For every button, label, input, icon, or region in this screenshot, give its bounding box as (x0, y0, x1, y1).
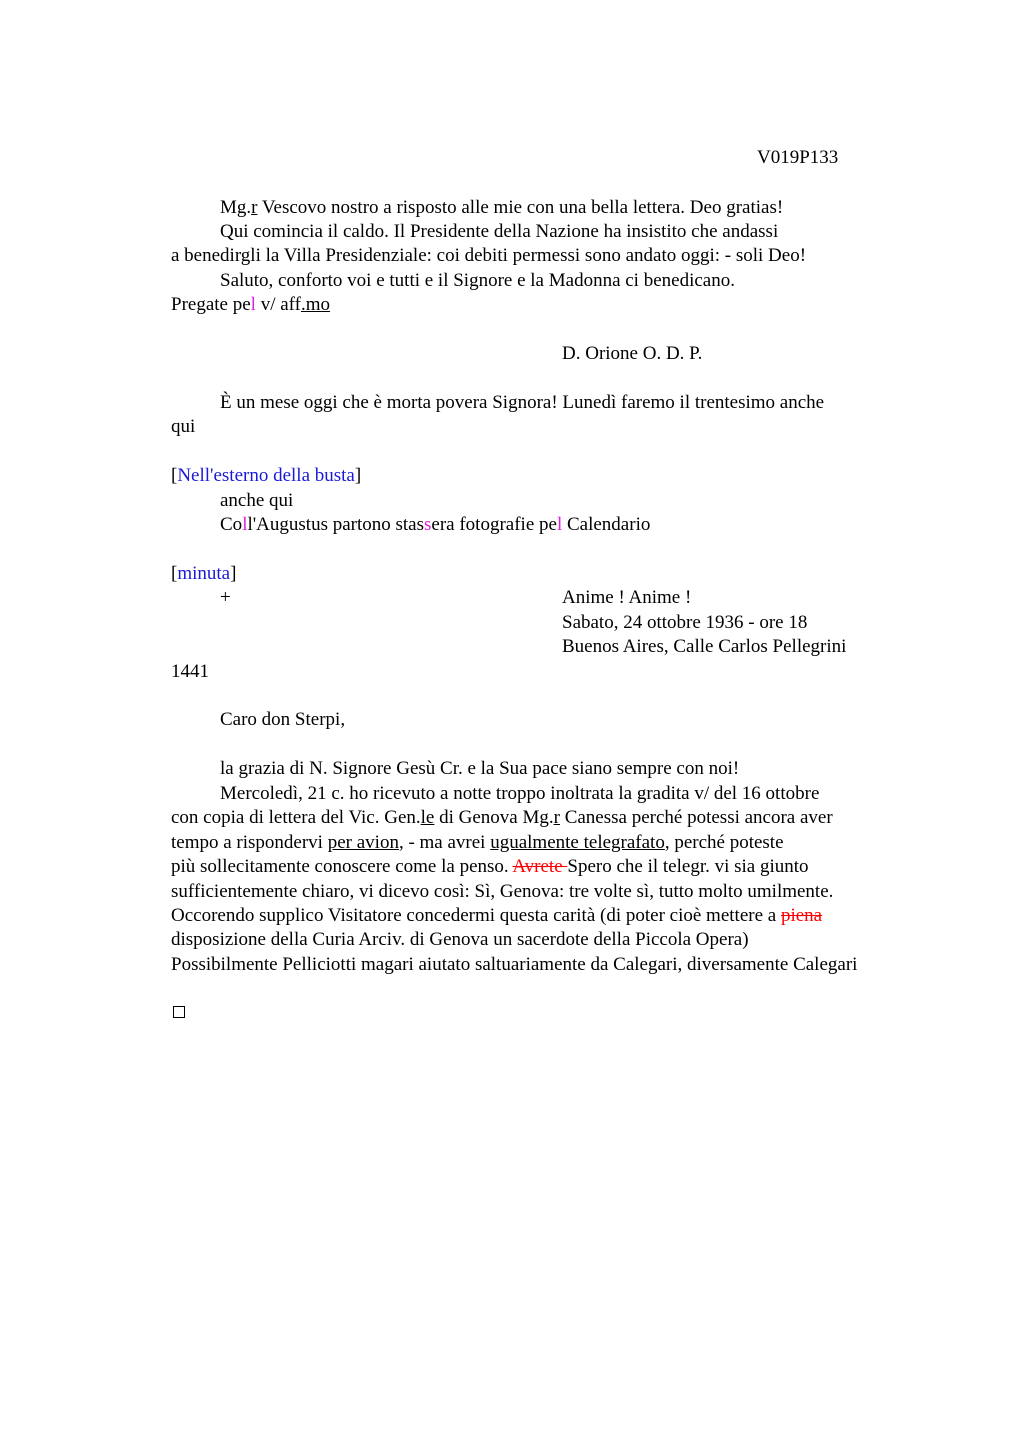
body-line-7 (171, 904, 822, 928)
insertion-mark: l (250, 294, 256, 315)
bracket: [ (171, 563, 178, 584)
text-run: Mg. (220, 197, 252, 218)
underlined-text: r (553, 807, 560, 828)
body-line-4 (171, 831, 784, 855)
salutation: Caro don Sterpi, (220, 709, 346, 730)
text-run: l'Augustus partono stas (247, 514, 424, 535)
underlined-text: per avion (327, 832, 399, 853)
insertion-mark: s (424, 514, 432, 535)
body-line-9: Possibilmente Pelliciotti magari aiutato saltuariamente da Calegari, diversamente Calegari (171, 954, 858, 975)
text-run: più sollecitamente conoscere come la penso. (171, 856, 513, 877)
text-run: v/ aff (255, 294, 301, 315)
postscript-cont: qui (171, 416, 196, 437)
document-id: V019P133 (757, 147, 839, 168)
underlined-text: r (251, 197, 258, 218)
letter-paragraph-3: Saluto, conforto voi e tutti e il Signore e la Madonna ci benedicano. (220, 270, 735, 291)
editorial-label: Nell'esterno della busta (177, 465, 355, 486)
text-run: , - ma avrei (398, 832, 491, 853)
text-run: Canessa perché potessi ancora aver (559, 807, 833, 828)
text-run: di Genova Mg. (434, 807, 554, 828)
text-run: Spero che il telegr. vi sia giunto (567, 856, 809, 877)
body-line-2: Mercoledì, 21 c. ho ricevuto a notte troppo inoltrata la gradita v/ del 16 ottobre (220, 783, 820, 804)
underlined-text: le (420, 807, 435, 828)
deleted-text: Avrete (512, 856, 568, 877)
header-line-1: Anime ! Anime ! (562, 587, 692, 608)
letter-paragraph-1 (220, 196, 783, 220)
letter-closing (171, 293, 330, 317)
underlined-text: ugualmente telegrafato (490, 832, 665, 853)
text-run: era fotografie pe (431, 514, 557, 535)
deleted-text: piena (780, 905, 823, 926)
bracket: ] (354, 465, 362, 486)
text-run: Occorendo supplico Visitatore concedermi questa carità (di poter cioè mettere a (171, 905, 781, 926)
bracket: [ (171, 465, 178, 486)
text-run: tempo a rispondervi (171, 832, 328, 853)
body-line-6: sufficientemente chiaro, vi dicevo così: Sì, Genova: tre volte sì, tutto molto umilmente. (171, 881, 834, 902)
text-run: , perché poteste (664, 832, 784, 853)
insertion-mark: l (556, 514, 563, 535)
envelope-heading (171, 464, 361, 488)
header-place: Buenos Aires, Calle Carlos Pellegrini (562, 636, 847, 657)
minuta-heading (171, 562, 236, 586)
body-line-3 (171, 806, 833, 830)
envelope-line-2 (220, 513, 650, 537)
text-run: Vescovo nostro a risposto alle mie con una bella lettera. Deo gratias! (257, 197, 784, 218)
text-run: con copia di lettera del Vic. Gen. (171, 807, 421, 828)
insertion-mark: l (242, 514, 248, 535)
checkbox-square-icon (173, 1006, 185, 1018)
text-run: Pregate pe (171, 294, 251, 315)
text-run: Co (220, 514, 243, 535)
envelope-line-1: anche qui (220, 490, 294, 511)
letter-paragraph-2: Qui comincia il caldo. Il Presidente della Nazione ha insistito che andassi (220, 221, 779, 242)
letter-number: 1441 (171, 661, 209, 682)
body-line-8: disposizione della Curia Arciv. di Genova un sacerdote della Piccola Opera) (171, 929, 749, 950)
header-date: Sabato, 24 ottobre 1936 - ore 18 (562, 612, 808, 633)
signature: D. Orione O. D. P. (562, 343, 703, 364)
cross-mark: + (220, 587, 231, 608)
bracket: ] (230, 563, 237, 584)
underlined-text: .mo (300, 294, 330, 315)
postscript: È un mese oggi che è morta povera Signora! Lunedì faremo il trentesimo anche (220, 392, 825, 413)
body-line-5 (171, 855, 809, 879)
letter-paragraph-2-cont: a benedirgli la Villa Presidenziale: coi debiti permessi sono andato oggi: - soli Deo! (171, 245, 807, 266)
text-run: Calendario (562, 514, 651, 535)
body-line-1: la grazia di N. Signore Gesù Cr. e la Sua pace siano sempre con noi! (220, 758, 740, 779)
editorial-label: minuta (177, 563, 231, 584)
